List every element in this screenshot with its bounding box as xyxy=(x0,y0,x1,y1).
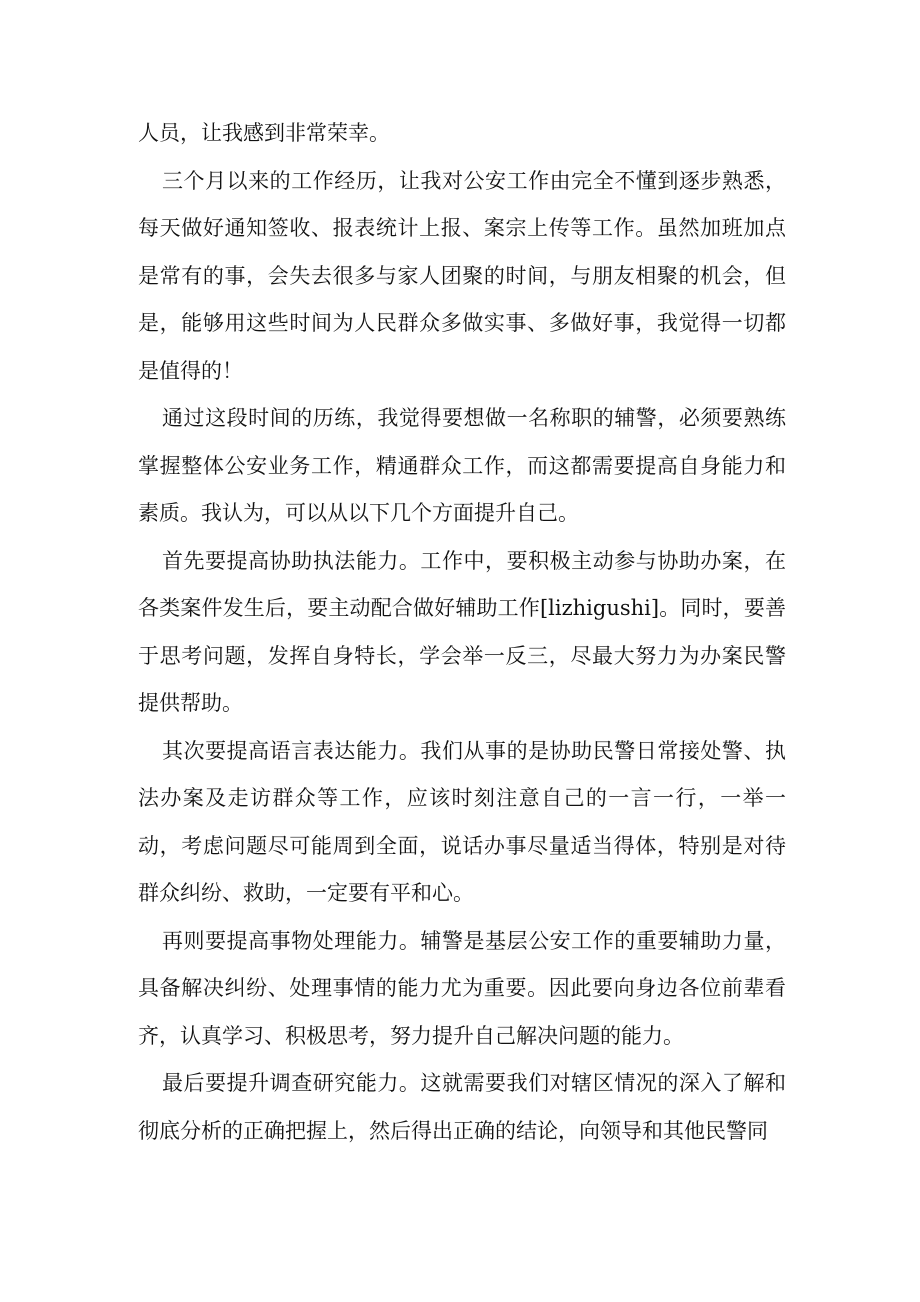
paragraph-5: 其次要提高语言表达能力。我们从事的是协助民警日常接处警、执法办案及走访群众等工作，应该时刻注意自己的一言一行，一举一动，考虑问题尽可能周到全面，说话办事尽量适当得体，特别是对待群众纠纷、救助，一定要有平和心。 xyxy=(138,738,786,905)
paragraph-3: 通过这段时间的历练，我觉得要想做一名称职的辅警，必须要熟练掌握整体公安业务工作，精通群众工作，而这都需要提高自身能力和素质。我认为，可以从以下几个方面提升自己。 xyxy=(138,406,786,525)
paragraph-1: 人员，让我感到非常荣幸。 xyxy=(138,121,390,145)
paragraph-4: 首先要提高协助执法能力。工作中，要积极主动参与协助办案，在各类案件发生后，要主动配合做好辅助工作[lizhigushi]。同时，要善于思考问题，发挥自身特长，学会举一反三，尽最大努力为办案民警提供帮助。 xyxy=(138,548,786,715)
paragraph-2: 三个月以来的工作经历，让我对公安工作由完全不懂到逐步熟悉，每天做好通知签收、报表统计上报、案宗上传等工作。虽然加班加点是常有的事，会失去很多与家人团聚的时间，与朋友相聚的机会，但是，能够用这些时间为人民群众多做实事、多做好事，我觉得一切都是值得的！ xyxy=(138,168,786,383)
paragraph-6: 再则要提高事物处理能力。辅警是基层公安工作的重要辅助力量，具备解决纠纷、处理事情的能力尤为重要。因此要向身边各位前辈看齐，认真学习、积极思考，努力提升自己解决问题的能力。 xyxy=(138,928,786,1048)
paragraph-7: 最后要提升调查研究能力。这就需要我们对辖区情况的深入了解和彻底分析的正确把握上，然后得出正确的结论，向领导和其他民警同 xyxy=(138,1071,786,1143)
document-body xyxy=(138,110,786,1155)
